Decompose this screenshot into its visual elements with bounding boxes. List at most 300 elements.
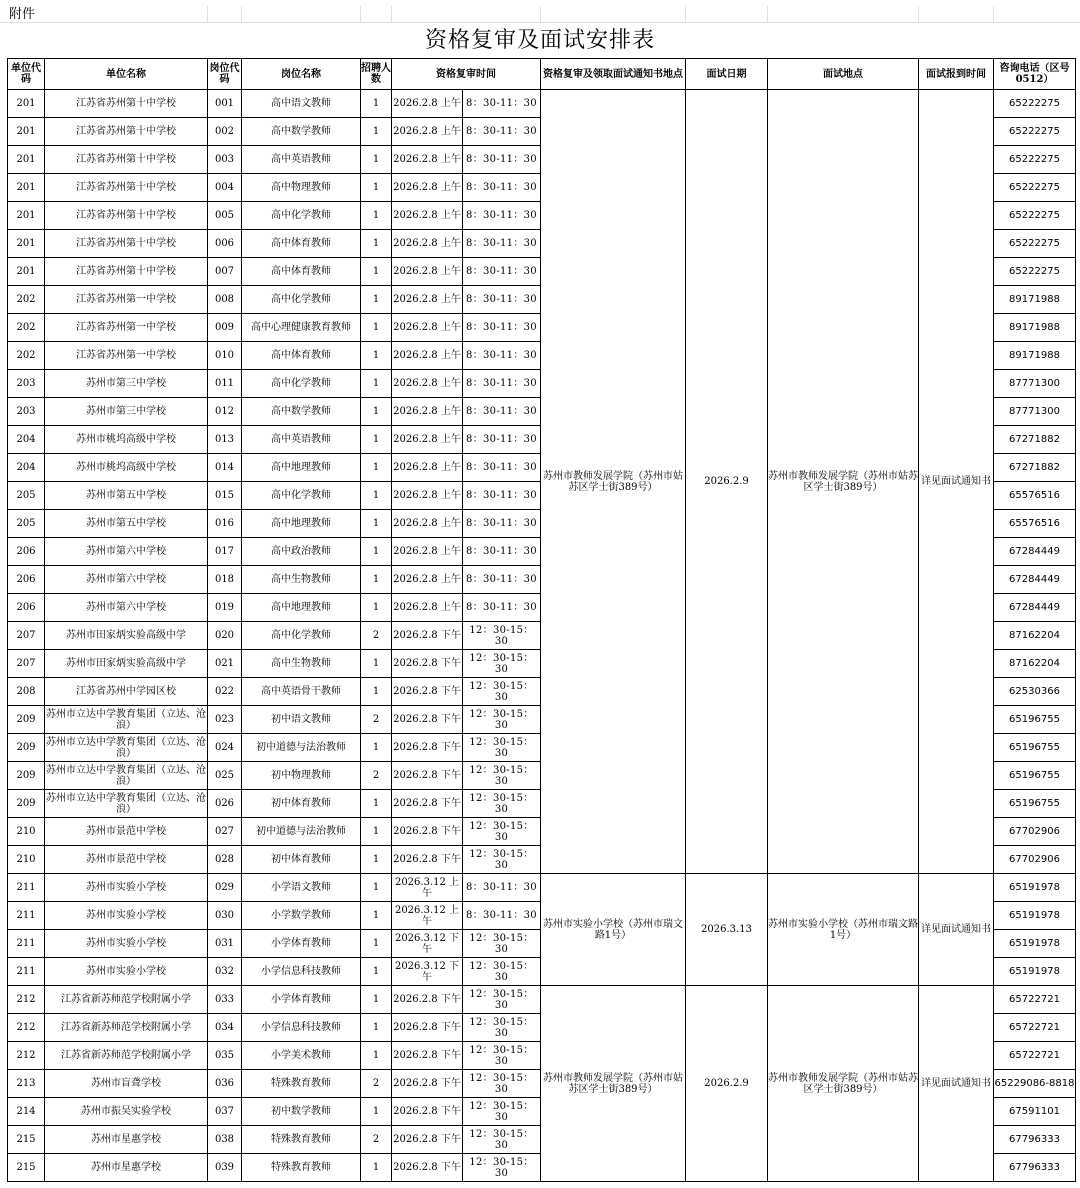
phone-cell: 87771300 — [994, 398, 1076, 426]
unit-code-cell: 201 — [8, 118, 45, 146]
review-time-cell: 12：30-15：30 — [463, 762, 541, 790]
recruit-count-cell: 2 — [361, 1070, 392, 1098]
post-name-cell: 特殊教育教师 — [242, 1126, 361, 1154]
phone-cell: 89171988 — [994, 286, 1076, 314]
post-name-cell: 高中化学教师 — [242, 286, 361, 314]
review-time-cell: 8：30-11：30 — [463, 202, 541, 230]
unit-name-cell: 苏州市第三中学校 — [45, 398, 208, 426]
unit-code-cell: 201 — [8, 202, 45, 230]
unit-code-cell: 202 — [8, 286, 45, 314]
unit-code-cell: 202 — [8, 342, 45, 370]
recruit-count-cell: 1 — [361, 510, 392, 538]
unit-code-cell: 209 — [8, 762, 45, 790]
phone-cell: 65576516 — [994, 482, 1076, 510]
post-name-cell: 高中化学教师 — [242, 482, 361, 510]
review-time-cell: 8：30-11：30 — [463, 454, 541, 482]
recruit-count-cell: 1 — [361, 314, 392, 342]
recruit-count-cell: 1 — [361, 566, 392, 594]
unit-code-cell: 206 — [8, 538, 45, 566]
header-post-name: 岗位名称 — [242, 59, 361, 90]
unit-code-cell: 206 — [8, 594, 45, 622]
unit-code-cell: 211 — [8, 930, 45, 958]
interview-date-cell: 2026.3.13 — [686, 874, 768, 986]
review-time-cell: 8：30-11：30 — [463, 258, 541, 286]
unit-name-cell: 苏州市景范中学校 — [45, 818, 208, 846]
interview-date-cell: 2026.2.9 — [686, 90, 768, 874]
unit-code-cell: 209 — [8, 790, 45, 818]
unit-name-cell: 苏州市星惠学校 — [45, 1126, 208, 1154]
review-date-cell: 2026.2.8 上午 — [392, 426, 463, 454]
header-unit-name: 单位名称 — [45, 59, 208, 90]
recruit-count-cell: 1 — [361, 1014, 392, 1042]
header-review-time: 资格复审时间 — [392, 59, 541, 90]
post-name-cell: 高中政治教师 — [242, 538, 361, 566]
unit-name-cell: 苏州市实验小学校 — [45, 930, 208, 958]
phone-cell: 65191978 — [994, 958, 1076, 986]
post-name-cell: 初中物理教师 — [242, 762, 361, 790]
post-code-cell: 024 — [208, 734, 242, 762]
review-time-cell: 12：30-15：30 — [463, 1098, 541, 1126]
unit-name-cell: 江苏省新苏师范学校附属小学 — [45, 986, 208, 1014]
review-time-cell: 12：30-15：30 — [463, 1126, 541, 1154]
review-time-cell: 12：30-15：30 — [463, 846, 541, 874]
unit-name-cell: 江苏省苏州第十中学校 — [45, 258, 208, 286]
unit-code-cell: 205 — [8, 482, 45, 510]
unit-code-cell: 207 — [8, 622, 45, 650]
phone-cell: 67702906 — [994, 846, 1076, 874]
phone-cell: 67796333 — [994, 1126, 1076, 1154]
unit-name-cell: 苏州市第六中学校 — [45, 566, 208, 594]
unit-name-cell: 苏州市立达中学教育集团（立达、沧浪） — [45, 762, 208, 790]
review-date-cell: 2026.2.8 下午 — [392, 1042, 463, 1070]
review-date-cell: 2026.2.8 上午 — [392, 566, 463, 594]
review-date-cell: 2026.2.8 下午 — [392, 1070, 463, 1098]
unit-name-cell: 江苏省苏州第一中学校 — [45, 342, 208, 370]
post-code-cell: 036 — [208, 1070, 242, 1098]
post-code-cell: 003 — [208, 146, 242, 174]
review-time-cell: 12：30-15：30 — [463, 1042, 541, 1070]
review-date-cell: 2026.2.8 下午 — [392, 1098, 463, 1126]
phone-cell: 65576516 — [994, 510, 1076, 538]
review-date-cell: 2026.2.8 下午 — [392, 1154, 463, 1182]
review-date-cell: 2026.2.8 下午 — [392, 706, 463, 734]
report-time-cell: 详见面试通知书 — [919, 874, 994, 986]
review-date-cell: 2026.2.8 上午 — [392, 174, 463, 202]
post-name-cell: 高中生物教师 — [242, 650, 361, 678]
unit-code-cell: 204 — [8, 426, 45, 454]
post-code-cell: 005 — [208, 202, 242, 230]
post-name-cell: 高中英语骨干教师 — [242, 678, 361, 706]
review-time-cell: 8：30-11：30 — [463, 482, 541, 510]
unit-name-cell: 苏州市第五中学校 — [45, 482, 208, 510]
review-time-cell: 8：30-11：30 — [463, 594, 541, 622]
review-date-cell: 2026.3.12 上午 — [392, 902, 463, 930]
post-name-cell: 小学美术教师 — [242, 1042, 361, 1070]
phone-cell: 65229086-8818 — [994, 1070, 1076, 1098]
review-time-cell: 8：30-11：30 — [463, 342, 541, 370]
recruit-count-cell: 1 — [361, 370, 392, 398]
post-name-cell: 小学体育教师 — [242, 930, 361, 958]
phone-cell: 65722721 — [994, 1014, 1076, 1042]
table-row — [8, 90, 1076, 118]
phone-cell: 65722721 — [994, 1042, 1076, 1070]
recruit-count-cell: 1 — [361, 174, 392, 202]
review-time-cell: 8：30-11：30 — [463, 174, 541, 202]
recruit-count-cell: 2 — [361, 622, 392, 650]
review-time-cell: 8：30-11：30 — [463, 566, 541, 594]
report-time-cell: 详见面试通知书 — [919, 986, 994, 1182]
review-date-cell: 2026.2.8 上午 — [392, 454, 463, 482]
post-name-cell: 小学体育教师 — [242, 986, 361, 1014]
review-date-cell: 2026.2.8 上午 — [392, 314, 463, 342]
review-time-cell: 8：30-11：30 — [463, 902, 541, 930]
post-code-cell: 006 — [208, 230, 242, 258]
post-name-cell: 高中数学教师 — [242, 398, 361, 426]
post-name-cell: 高中体育教师 — [242, 342, 361, 370]
unit-code-cell: 213 — [8, 1070, 45, 1098]
review-time-cell: 8：30-11：30 — [463, 398, 541, 426]
unit-name-cell: 苏州市第六中学校 — [45, 594, 208, 622]
header-phone: 咨询电话（区号0512） — [994, 59, 1076, 90]
review-time-cell: 8：30-11：30 — [463, 874, 541, 902]
unit-name-cell: 苏州市景范中学校 — [45, 846, 208, 874]
phone-cell: 87162204 — [994, 622, 1076, 650]
review-date-cell: 2026.2.8 上午 — [392, 286, 463, 314]
review-date-cell: 2026.2.8 下午 — [392, 1126, 463, 1154]
review-time-cell: 8：30-11：30 — [463, 230, 541, 258]
unit-code-cell: 203 — [8, 398, 45, 426]
post-name-cell: 高中化学教师 — [242, 370, 361, 398]
phone-cell: 67284449 — [994, 538, 1076, 566]
unit-code-cell: 211 — [8, 874, 45, 902]
review-date-cell: 2026.2.8 上午 — [392, 90, 463, 118]
recruit-count-cell: 1 — [361, 930, 392, 958]
unit-name-cell: 苏州市立达中学教育集团（立达、沧浪） — [45, 790, 208, 818]
phone-cell: 65222275 — [994, 146, 1076, 174]
unit-code-cell: 201 — [8, 230, 45, 258]
review-date-cell: 2026.2.8 上午 — [392, 370, 463, 398]
unit-name-cell: 江苏省新苏师范学校附属小学 — [45, 1042, 208, 1070]
phone-cell: 89171988 — [994, 342, 1076, 370]
header-post-code: 岗位代码 — [208, 59, 242, 90]
post-code-cell: 038 — [208, 1126, 242, 1154]
recruit-count-cell: 1 — [361, 958, 392, 986]
post-code-cell: 032 — [208, 958, 242, 986]
table-row — [8, 874, 1076, 902]
unit-code-cell: 212 — [8, 1042, 45, 1070]
unit-code-cell: 203 — [8, 370, 45, 398]
review-location-cell: 苏州市教师发展学院（苏州市姑苏区学士街389号） — [541, 986, 686, 1182]
unit-code-cell: 207 — [8, 650, 45, 678]
review-time-cell: 8：30-11：30 — [463, 426, 541, 454]
review-time-cell: 12：30-15：30 — [463, 986, 541, 1014]
review-time-cell: 12：30-15：30 — [463, 1014, 541, 1042]
phone-cell: 67591101 — [994, 1098, 1076, 1126]
post-name-cell: 小学信息科技教师 — [242, 958, 361, 986]
post-name-cell: 小学信息科技教师 — [242, 1014, 361, 1042]
recruit-count-cell: 1 — [361, 1098, 392, 1126]
phone-cell: 65196755 — [994, 706, 1076, 734]
post-code-cell: 025 — [208, 762, 242, 790]
post-code-cell: 034 — [208, 1014, 242, 1042]
review-time-cell: 8：30-11：30 — [463, 510, 541, 538]
post-code-cell: 011 — [208, 370, 242, 398]
post-name-cell: 高中生物教师 — [242, 566, 361, 594]
review-date-cell: 2026.2.8 下午 — [392, 818, 463, 846]
unit-name-cell: 苏州市桃坞高级中学校 — [45, 454, 208, 482]
recruit-count-cell: 2 — [361, 1126, 392, 1154]
review-time-cell: 8：30-11：30 — [463, 146, 541, 174]
post-name-cell: 高中语文教师 — [242, 90, 361, 118]
phone-cell: 65222275 — [994, 230, 1076, 258]
post-name-cell: 高中心理健康教育教师 — [242, 314, 361, 342]
post-name-cell: 高中物理教师 — [242, 174, 361, 202]
review-time-cell: 8：30-11：30 — [463, 286, 541, 314]
review-date-cell: 2026.2.8 下午 — [392, 650, 463, 678]
post-code-cell: 026 — [208, 790, 242, 818]
recruit-count-cell: 1 — [361, 482, 392, 510]
unit-code-cell: 211 — [8, 958, 45, 986]
review-date-cell: 2026.2.8 下午 — [392, 678, 463, 706]
post-code-cell: 021 — [208, 650, 242, 678]
post-name-cell: 小学数学教师 — [242, 902, 361, 930]
attachment-label: 附件 — [9, 7, 36, 22]
phone-cell: 65222275 — [994, 202, 1076, 230]
review-time-cell: 12：30-15：30 — [463, 790, 541, 818]
spreadsheet-top-gridlines — [0, 6, 1080, 23]
unit-code-cell: 212 — [8, 1014, 45, 1042]
review-date-cell: 2026.2.8 下午 — [392, 986, 463, 1014]
recruit-count-cell: 1 — [361, 342, 392, 370]
review-location-cell: 苏州市实验小学校（苏州市瑞文路1号） — [541, 874, 686, 986]
review-time-cell: 8：30-11：30 — [463, 118, 541, 146]
interview-location-cell: 苏州市教师发展学院（苏州市姑苏区学士街389号） — [768, 986, 919, 1182]
unit-name-cell: 苏州市立达中学教育集团（立达、沧浪） — [45, 734, 208, 762]
phone-cell: 67284449 — [994, 594, 1076, 622]
review-date-cell: 2026.2.8 下午 — [392, 622, 463, 650]
unit-code-cell: 215 — [8, 1126, 45, 1154]
post-code-cell: 012 — [208, 398, 242, 426]
recruit-count-cell: 1 — [361, 286, 392, 314]
unit-code-cell: 209 — [8, 734, 45, 762]
post-code-cell: 039 — [208, 1154, 242, 1182]
unit-code-cell: 215 — [8, 1154, 45, 1182]
table-body — [8, 90, 1076, 1182]
unit-name-cell: 江苏省苏州中学园区校 — [45, 678, 208, 706]
post-name-cell: 高中化学教师 — [242, 622, 361, 650]
review-date-cell: 2026.2.8 下午 — [392, 846, 463, 874]
post-code-cell: 004 — [208, 174, 242, 202]
review-date-cell: 2026.2.8 上午 — [392, 258, 463, 286]
phone-cell: 65222275 — [994, 118, 1076, 146]
review-date-cell: 2026.3.12 下午 — [392, 930, 463, 958]
recruit-count-cell: 1 — [361, 146, 392, 174]
post-code-cell: 008 — [208, 286, 242, 314]
review-date-cell: 2026.2.8 上午 — [392, 538, 463, 566]
post-name-cell: 初中数学教师 — [242, 1098, 361, 1126]
unit-name-cell: 苏州市桃坞高级中学校 — [45, 426, 208, 454]
post-code-cell: 020 — [208, 622, 242, 650]
phone-cell: 67271882 — [994, 454, 1076, 482]
unit-code-cell: 201 — [8, 174, 45, 202]
recruit-count-cell: 1 — [361, 398, 392, 426]
recruit-count-cell: 1 — [361, 538, 392, 566]
review-time-cell: 8：30-11：30 — [463, 370, 541, 398]
recruit-count-cell: 1 — [361, 818, 392, 846]
post-name-cell: 初中体育教师 — [242, 790, 361, 818]
post-code-cell: 023 — [208, 706, 242, 734]
phone-cell: 62530366 — [994, 678, 1076, 706]
recruit-count-cell: 1 — [361, 118, 392, 146]
phone-cell: 87771300 — [994, 370, 1076, 398]
unit-name-cell: 苏州市立达中学教育集团（立达、沧浪） — [45, 706, 208, 734]
interview-date-cell: 2026.2.9 — [686, 986, 768, 1182]
review-date-cell: 2026.2.8 上午 — [392, 398, 463, 426]
post-code-cell: 016 — [208, 510, 242, 538]
review-date-cell: 2026.3.12 上午 — [392, 874, 463, 902]
post-name-cell: 高中地理教师 — [242, 510, 361, 538]
post-code-cell: 019 — [208, 594, 242, 622]
post-code-cell: 018 — [208, 566, 242, 594]
post-name-cell: 初中体育教师 — [242, 846, 361, 874]
review-time-cell: 8：30-11：30 — [463, 90, 541, 118]
review-date-cell: 2026.2.8 上午 — [392, 510, 463, 538]
table-row — [8, 986, 1076, 1014]
recruit-count-cell: 1 — [361, 902, 392, 930]
recruit-count-cell: 1 — [361, 594, 392, 622]
review-location-cell: 苏州市教师发展学院（苏州市姑苏区学士街389号） — [541, 90, 686, 874]
recruit-count-cell: 1 — [361, 202, 392, 230]
phone-cell: 65196755 — [994, 790, 1076, 818]
review-time-cell: 12：30-15：30 — [463, 706, 541, 734]
post-code-cell: 014 — [208, 454, 242, 482]
unit-name-cell: 江苏省苏州第十中学校 — [45, 90, 208, 118]
review-time-cell: 8：30-11：30 — [463, 538, 541, 566]
phone-cell: 87162204 — [994, 650, 1076, 678]
unit-name-cell: 苏州市田家炳实验高级中学 — [45, 650, 208, 678]
review-date-cell: 2026.3.12 下午 — [392, 958, 463, 986]
phone-cell: 65222275 — [994, 258, 1076, 286]
phone-cell: 65222275 — [994, 174, 1076, 202]
review-date-cell: 2026.2.8 下午 — [392, 762, 463, 790]
review-time-cell: 8：30-11：30 — [463, 314, 541, 342]
review-date-cell: 2026.2.8 上午 — [392, 118, 463, 146]
unit-name-cell: 苏州市振吴实验学校 — [45, 1098, 208, 1126]
interview-location-cell: 苏州市教师发展学院（苏州市姑苏区学士街389号） — [768, 90, 919, 874]
post-name-cell: 小学语文教师 — [242, 874, 361, 902]
phone-cell: 65222275 — [994, 90, 1076, 118]
review-time-cell: 12：30-15：30 — [463, 1154, 541, 1182]
unit-name-cell: 江苏省苏州第一中学校 — [45, 314, 208, 342]
unit-code-cell: 210 — [8, 846, 45, 874]
review-time-cell: 12：30-15：30 — [463, 930, 541, 958]
post-code-cell: 022 — [208, 678, 242, 706]
unit-name-cell: 江苏省苏州第十中学校 — [45, 146, 208, 174]
phone-cell: 67702906 — [994, 818, 1076, 846]
post-name-cell: 高中化学教师 — [242, 202, 361, 230]
post-code-cell: 017 — [208, 538, 242, 566]
unit-code-cell: 206 — [8, 566, 45, 594]
unit-name-cell: 江苏省苏州第十中学校 — [45, 174, 208, 202]
post-name-cell: 高中体育教师 — [242, 258, 361, 286]
post-name-cell: 高中英语教师 — [242, 146, 361, 174]
recruit-count-cell: 1 — [361, 734, 392, 762]
review-time-cell: 12：30-15：30 — [463, 958, 541, 986]
post-name-cell: 高中数学教师 — [242, 118, 361, 146]
schedule-table — [7, 58, 1076, 1182]
post-code-cell: 015 — [208, 482, 242, 510]
unit-code-cell: 212 — [8, 986, 45, 1014]
unit-code-cell: 211 — [8, 902, 45, 930]
review-date-cell: 2026.2.8 上午 — [392, 342, 463, 370]
unit-name-cell: 苏州市第三中学校 — [45, 370, 208, 398]
review-date-cell: 2026.2.8 上午 — [392, 482, 463, 510]
post-code-cell: 031 — [208, 930, 242, 958]
unit-code-cell: 202 — [8, 314, 45, 342]
post-name-cell: 初中道德与法治教师 — [242, 734, 361, 762]
post-code-cell: 033 — [208, 986, 242, 1014]
recruit-count-cell: 1 — [361, 986, 392, 1014]
post-code-cell: 010 — [208, 342, 242, 370]
recruit-count-cell: 1 — [361, 874, 392, 902]
unit-name-cell: 苏州市盲聋学校 — [45, 1070, 208, 1098]
recruit-count-cell: 2 — [361, 706, 392, 734]
review-time-cell: 12：30-15：30 — [463, 622, 541, 650]
unit-name-cell: 苏州市实验小学校 — [45, 958, 208, 986]
post-name-cell: 高中地理教师 — [242, 594, 361, 622]
review-date-cell: 2026.2.8 下午 — [392, 1014, 463, 1042]
unit-name-cell: 江苏省新苏师范学校附属小学 — [45, 1014, 208, 1042]
review-date-cell: 2026.2.8 上午 — [392, 594, 463, 622]
phone-cell: 67284449 — [994, 566, 1076, 594]
review-date-cell: 2026.2.8 上午 — [392, 230, 463, 258]
review-time-cell: 12：30-15：30 — [463, 678, 541, 706]
post-code-cell: 027 — [208, 818, 242, 846]
post-name-cell: 高中体育教师 — [242, 230, 361, 258]
review-date-cell: 2026.2.8 上午 — [392, 202, 463, 230]
post-code-cell: 007 — [208, 258, 242, 286]
post-name-cell: 高中地理教师 — [242, 454, 361, 482]
phone-cell: 67271882 — [994, 426, 1076, 454]
recruit-count-cell: 1 — [361, 1154, 392, 1182]
phone-cell: 65191978 — [994, 874, 1076, 902]
phone-cell: 65191978 — [994, 930, 1076, 958]
recruit-count-cell: 1 — [361, 650, 392, 678]
header-interview-location: 面试地点 — [768, 59, 919, 90]
unit-name-cell: 江苏省苏州第一中学校 — [45, 286, 208, 314]
unit-name-cell: 苏州市田家炳实验高级中学 — [45, 622, 208, 650]
report-time-cell: 详见面试通知书 — [919, 90, 994, 874]
post-code-cell: 002 — [208, 118, 242, 146]
recruit-count-cell: 1 — [361, 846, 392, 874]
phone-cell: 65196755 — [994, 762, 1076, 790]
post-code-cell: 037 — [208, 1098, 242, 1126]
unit-code-cell: 208 — [8, 678, 45, 706]
phone-cell: 65722721 — [994, 986, 1076, 1014]
post-code-cell: 035 — [208, 1042, 242, 1070]
recruit-count-cell: 1 — [361, 790, 392, 818]
unit-name-cell: 江苏省苏州第十中学校 — [45, 202, 208, 230]
interview-location-cell: 苏州市实验小学校（苏州市瑞文路1号） — [768, 874, 919, 986]
unit-code-cell: 201 — [8, 90, 45, 118]
unit-code-cell: 210 — [8, 818, 45, 846]
unit-name-cell: 江苏省苏州第十中学校 — [45, 118, 208, 146]
unit-name-cell: 苏州市第六中学校 — [45, 538, 208, 566]
recruit-count-cell: 1 — [361, 426, 392, 454]
post-code-cell: 001 — [208, 90, 242, 118]
phone-cell: 65191978 — [994, 902, 1076, 930]
phone-cell: 89171988 — [994, 314, 1076, 342]
